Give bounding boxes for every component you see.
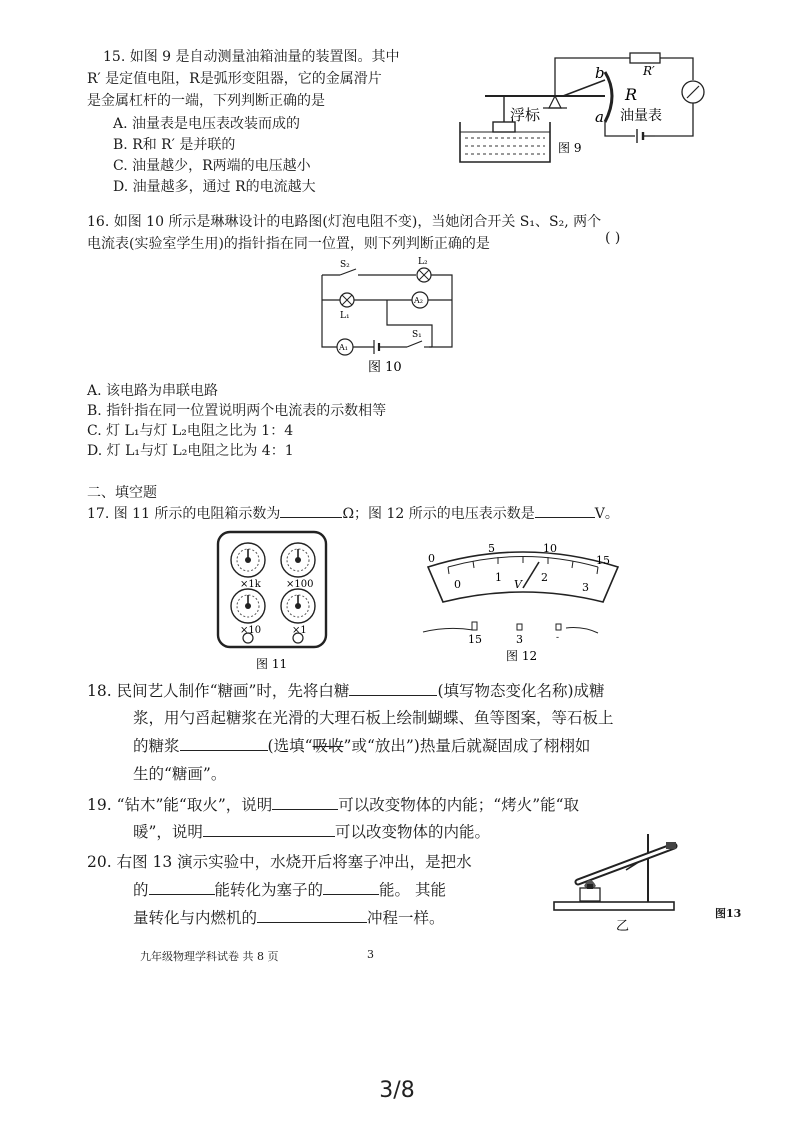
fig12-bottom-tick-2: 2 <box>541 571 548 584</box>
fig12-bottom-tick-0: 0 <box>454 578 461 591</box>
q18-line4: 生的“糖画”。 <box>133 765 227 783</box>
fig11-mult-10: ×10 <box>240 625 262 636</box>
q18-blank-2[interactable] <box>180 736 268 751</box>
fig12-terminal-15: 15 <box>468 633 482 646</box>
q20-text-3b: 冲程一样。 <box>367 909 445 927</box>
q16-option-c: C. 灯 L₁与灯 L₂电阻之比为 1：4 <box>87 423 294 439</box>
fig10-label-s2: S₂ <box>340 260 350 270</box>
q15-option-d: D. 油量越多，通过 R的电流越大 <box>113 179 316 195</box>
fig12-bottom-tick-1: 1 <box>495 571 502 584</box>
q16-option-a-text: A. 该电路为串联电路 <box>87 383 219 399</box>
fig11-mult-1: ×1 <box>292 625 307 636</box>
q20-text-2a: 的 <box>133 881 149 899</box>
fig10-label-a2: A₂ <box>414 296 423 305</box>
fig12-terminal-minus: - <box>556 633 560 643</box>
fig9-caption: 图 9 <box>558 141 582 155</box>
q19-line2 <box>133 820 490 842</box>
figure-13-test-tube <box>548 826 683 938</box>
q15-option-b: B. R和 R′ 是并联的 <box>113 137 236 153</box>
q17-blank-voltage[interactable] <box>535 503 595 518</box>
figure-9-oil-gauge <box>455 40 720 170</box>
q15-line3: 是金属杠杆的一端，下列判断正确的是 <box>87 93 325 109</box>
fig11-caption: 图 11 <box>256 657 288 671</box>
q19-blank-1[interactable] <box>272 795 338 810</box>
fig10-caption: 图 10 <box>368 360 402 375</box>
q18-line2: 浆，用勺舀起糖浆在光滑的大理石板上绘制蝴蝶、鱼等图案，等石板上 <box>133 709 614 727</box>
fig12-caption: 图 12 <box>506 649 538 663</box>
footer-page-number: 3 <box>367 948 374 961</box>
q18-blank-1[interactable] <box>349 681 437 696</box>
fig10-label-l2: L₂ <box>418 257 428 267</box>
fig10-label-a1: A₁ <box>339 343 348 352</box>
q18-text-3c: 吸收 <box>312 737 344 755</box>
fig12-top-tick-15: 15 <box>596 554 610 567</box>
q19-text-1b: 可以改变物体的内能；“烤火”能“取 <box>338 796 580 814</box>
fig9-label-b: b <box>595 64 605 82</box>
fig12-bottom-tick-3: 3 <box>582 581 589 594</box>
q19-text-1a: 19. “钻木”能“取火”，说明 <box>87 796 273 814</box>
figure-11-resistance-box <box>214 530 334 675</box>
fig10-label-l1: L₁ <box>340 311 350 321</box>
q16-answer-paren: ( ) <box>605 230 621 246</box>
q18-text-1a: 18. 民间艺人制作“糖画”时，先将白糖 <box>87 682 350 700</box>
fig10-label-s1: S₁ <box>412 330 422 340</box>
footer-exam-info: 九年级物理学科试卷 共 8 页 <box>140 950 279 963</box>
q20-line3 <box>133 906 445 928</box>
q19-text-2b: 可以改变物体的内能。 <box>334 823 490 841</box>
fig12-top-tick-10: 10 <box>543 542 557 555</box>
fig9-label-r: R <box>625 85 638 104</box>
q18-text-3b: (选填“ <box>267 737 313 755</box>
q17-blank-resistance[interactable] <box>280 503 342 518</box>
fig9-label-r-prime: R′ <box>643 64 655 78</box>
q20-blank-2[interactable] <box>323 880 379 895</box>
fig11-mult-100: ×100 <box>286 579 314 590</box>
q18-text-1b: (填写物态变化名称)成糖 <box>437 682 605 700</box>
section-title-fill-in: 二、填空题 <box>87 485 157 501</box>
q20-text-2b: 能转化为塞子的 <box>214 881 324 899</box>
q20-blank-1[interactable] <box>149 880 215 895</box>
q15-option-c: C. 油量越少，R两端的电压越小 <box>113 158 311 174</box>
q18-text-3d: ”或“放出”)热量后就凝固成了栩栩如 <box>343 737 591 755</box>
q20-line1: 20. 右图 13 演示实验中，水烧开后将塞子冲出，是把水 <box>87 853 472 871</box>
fig12-terminal-3: 3 <box>516 633 523 646</box>
q20-blank-3[interactable] <box>257 908 367 923</box>
q19-text-2a: 暖”，说明 <box>133 823 203 841</box>
q17-text-2: Ω；图 12 所示的电压表示数是 <box>342 506 535 522</box>
q20-line2 <box>133 878 446 900</box>
figure-12-voltmeter <box>418 532 628 667</box>
fig9-label-float: 浮标 <box>510 106 541 124</box>
q17-line <box>87 503 619 523</box>
fig9-label-a: a <box>595 108 604 126</box>
q19-line1 <box>87 793 579 815</box>
q15-option-a: A. 油量表是电压表改装而成的 <box>113 116 301 132</box>
fig13-caption: 图13 <box>715 907 742 920</box>
q15-line2: R′ 是定值电阻，R是弧形变阻器，它的金属滑片 <box>87 71 382 87</box>
q18-text-3a: 的糖浆 <box>133 737 180 755</box>
q16-option-a <box>87 380 218 400</box>
q20-text-3a: 量转化与内燃机的 <box>133 909 258 927</box>
fig12-unit: V <box>514 578 522 591</box>
q15-line1: 15. 如图 9 是自动测量油箱油量的装置图。其中 <box>103 49 400 65</box>
fig11-mult-1k: ×1k <box>240 579 261 590</box>
fig13-sub-label: 乙 <box>616 919 630 934</box>
fig9-label-meter: 油量表 <box>620 108 662 124</box>
q18-line1 <box>87 679 605 701</box>
q16-option-d: D. 灯 L₁与灯 L₂电阻之比为 4：1 <box>87 443 294 459</box>
fig12-top-tick-0: 0 <box>428 552 435 565</box>
q17-text-1: 17. 图 11 所示的电阻箱示数为 <box>87 506 281 522</box>
q16-line2: 电流表(实验室学生用)的指针指在同一位置，则下列判断正确的是 <box>87 236 490 252</box>
q19-blank-2[interactable] <box>203 822 335 837</box>
figure-10-circuit <box>312 255 462 375</box>
page-indicator: 3/8 <box>379 1078 415 1103</box>
q17-text-3: V。 <box>594 506 619 522</box>
q16-option-b: B. 指针指在同一位置说明两个电流表的示数相等 <box>87 403 387 419</box>
q20-text-2c: 能。 其能 <box>379 881 446 899</box>
q16-line1: 16. 如图 10 所示是琳琳设计的电路图(灯泡电阻不变)，当她闭合开关 S₁、S₂, 两个 <box>87 214 602 230</box>
q18-line3 <box>133 734 590 756</box>
fig12-top-tick-5: 5 <box>488 542 495 555</box>
